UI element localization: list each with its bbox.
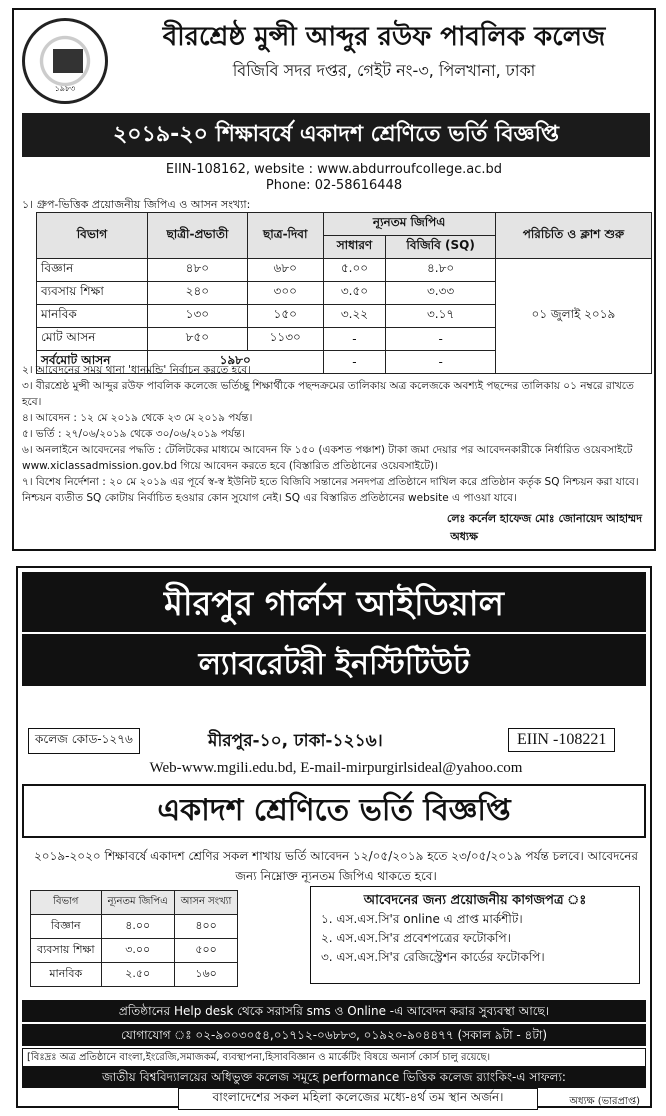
ranking-bar: জাতীয় বিশ্ববিদ্যালয়ের অধিভুক্ত কলেজ সমূহে performance ভিত্তিক কলেজ র‍্যাংকিং-এ সাফল্য: xyxy=(22,1066,646,1088)
cell-bgb: ৩.৩৩ xyxy=(386,282,495,305)
cell-bgb: - xyxy=(386,328,495,351)
contact-bar: যোগাযোগ ঃ ০২-৯০০৩০৫৪,০১৭১২-০৬৮৮৩, ০১৯২০-৯০৪৪৭৭ (সকাল ৯টা - ৪টা) xyxy=(22,1024,646,1046)
th-intro: পরিচিতি ও ক্লাশ শুরু xyxy=(495,213,651,259)
cell-bgb: ৪.৮০ xyxy=(386,259,495,282)
cell-bgb: ৩.১৭ xyxy=(386,305,495,328)
th-dept: বিভাগ xyxy=(31,891,102,915)
cell-dept: মানবিক xyxy=(31,963,102,987)
ad1-header xyxy=(14,10,654,112)
th-bgb: বিজিবি (SQ) xyxy=(386,236,495,259)
cell-seats: ৪০০ xyxy=(174,915,238,939)
th-girls: ছাত্রী-প্রভাতী xyxy=(147,213,247,259)
eiin-website: EIIN-108162, website : www.abdurroufcollege.ac.bd xyxy=(165,162,503,177)
admission-banner: ২০১৯-২০ শিক্ষাবর্ষে একাদশ শ্রেণিতে ভর্তি বিজ্ঞপ্তি xyxy=(22,113,650,157)
cell-class-start: ০১ জুলাই ২০১৯ xyxy=(495,259,651,374)
th-gpa: ন্যূনতম জিপিএ xyxy=(101,891,174,915)
cell-gpa: ২.৫০ xyxy=(101,963,174,987)
note-item: ৫। ভর্তি : ২৭/০৬/২০১৯ থেকে ৩০/০৬/২০১৯ পর্যন্ত। xyxy=(22,428,245,440)
ad-mirpur-girls-ideal xyxy=(16,566,652,1108)
cell-girls: ৪৮০ xyxy=(147,259,247,282)
footer-note: [বিঃদ্রঃ অত্র প্রতিষ্ঠানে বাংলা,ইংরেজি,সমাজকর্ম, ব্যবস্থাপনা,হিসাববিজ্ঞান ও মার্কেটিং বিষয়ে অনার্স কোর্স চালু রয়েছে। xyxy=(22,1048,646,1069)
admission-info: ২০১৯-২০২০ শিক্ষাবর্ষে একাদশ শ্রেণির সকল শাখায় ভর্তি আবেদন ১২/০৫/২০১৯ হতে ২৩/০৫/২০১৯ পর্যন্ত চলবে। আবেদনের জন্য নিম্নোক্ত ন্যূনতম জিপিএ থাকতে হবে। xyxy=(33,849,639,883)
th-boys: ছাত্র-দিবা xyxy=(247,213,323,259)
eiin-box: EIIN -108221 xyxy=(508,728,615,752)
cell-seats: ৫০০ xyxy=(174,939,238,963)
signer-name: লেঃ কর্নেল হাফেজ মোঃ জোনায়েদ আহাম্মদ xyxy=(446,512,642,525)
web-email: Web-www.mgili.edu.bd, E-mail-mirpurgirlsideal@yahoo.com xyxy=(149,760,523,776)
cell-girls: ২৪০ xyxy=(147,282,247,305)
notes-list xyxy=(22,362,652,506)
th-general: সাধারণ xyxy=(323,236,386,259)
cell-seats: ১৬০ xyxy=(174,963,238,987)
cell-dept: ব্যবসায় শিক্ষা xyxy=(37,282,148,305)
cell-general: - xyxy=(323,328,386,351)
signer-title: অধ্যক্ষ xyxy=(450,530,478,543)
cell-grand-bgb: - xyxy=(386,351,495,374)
college-code: কলেজ কোড-১২৭৬ xyxy=(28,728,140,754)
ranking-result: বাংলাদেশের সকল মহিলা কলেজের মধ্যে-৪র্থ তম স্থান অর্জন। xyxy=(178,1088,538,1110)
table-row xyxy=(31,963,238,987)
note-item: ৭। বিশেষ নির্দেশনা : ২০ মে ২০১৯ এর পূর্বে স্ব-স্ব ইউনিট হতে বিজিবি সন্তানের সনদপত্র প্রতিষ্ঠানে দাখিল করে প্রতিষ্ঠান কর্তৃক SQ নিশ্চয়ন করা যাবে। নিশ্চয়ন ব্যতীত SQ কোটায় নির্বাচিত হওয়ার কোন সুযোগ নেই। SQ এর বিস্তারিত প্রতিষ্ঠানের website এ পাওয়া যাবে। xyxy=(22,476,639,504)
cell-dept: ব্যবসায় শিক্ষা xyxy=(31,939,102,963)
cell-dept: বিজ্ঞান xyxy=(31,915,102,939)
gpa-seat-table xyxy=(30,890,238,987)
table-row xyxy=(31,939,238,963)
helpdesk-bar: প্রতিষ্ঠানের Help desk থেকে সরাসরি sms ও Online -এ আবেদন করার সুব্যবস্থা আছে। xyxy=(22,1000,646,1022)
note-item: ৩। বীরশ্রেষ্ঠ মুন্সী আব্দুর রউফ পাবলিক কলেজে ভর্তিচ্ছু শিক্ষার্থীকে পছন্দক্রমের তালিকায় অত্র কলেজকে অবশ্যই পছন্দের তালিকায় ০১ নম্বরে রাখতে হবে। xyxy=(22,380,634,408)
table-row xyxy=(37,259,652,282)
doc-item: ২. এস.এস.সি'র প্রবেশপত্রের ফটোকপি। xyxy=(321,931,511,945)
doc-item: ১. এস.এস.সি'র online এ প্রাপ্ত মার্কশীট। xyxy=(321,912,523,926)
seal-emblem xyxy=(53,49,83,73)
seat-gpa-table xyxy=(36,212,652,374)
college-name: বীরশ্রেষ্ঠ মুন্সী আব্দুর রউফ পাবলিক কলেজ xyxy=(162,22,606,52)
cell-dept: মোট আসন xyxy=(37,328,148,351)
cell-girls: ৮৫০ xyxy=(147,328,247,351)
institute-name-line1: মীরপুর গার্লস আইডিয়াল xyxy=(163,584,505,624)
cell-general: ৩.২২ xyxy=(323,305,386,328)
cell-grand-general: - xyxy=(323,351,386,374)
cell-general: ৫.০০ xyxy=(323,259,386,282)
cell-dept: মানবিক xyxy=(37,305,148,328)
note-item: ৪। আবেদন : ১২ মে ২০১৯ থেকে ২৩ মে ২০১৯ পর্যন্ত। xyxy=(22,412,253,424)
cell-general: ৩.৫০ xyxy=(323,282,386,305)
cell-boys: ৩০০ xyxy=(247,282,323,305)
cell-dept: বিজ্ঞান xyxy=(37,259,148,282)
cell-grand-label: সর্বমোট আসন xyxy=(37,351,148,374)
required-docs-box xyxy=(310,886,640,984)
point-1: ১। গ্রুপ-ভিত্তিক প্রয়োজনীয় জিপিএ ও আসন সংখ্যা: xyxy=(22,198,251,211)
cell-grand-value: ১৯৮০ xyxy=(147,351,323,374)
note-item: ২। আবেদনের সময় থানা 'ধানমন্ডি' নির্বাচন করতে হবে। xyxy=(22,364,251,376)
cell-gpa: ৩.০০ xyxy=(101,939,174,963)
institute-name-line2: ল্যাবরেটরী ইনস্টিটিউট xyxy=(198,647,470,682)
cell-boys: ১১৩০ xyxy=(247,328,323,351)
th-dept: বিভাগ xyxy=(37,213,148,259)
college-seal-logo xyxy=(22,18,108,104)
cell-boys: ১৫০ xyxy=(247,305,323,328)
cell-girls: ১৩০ xyxy=(147,305,247,328)
note-item: ৬। অনলাইনে আবেদনের পদ্ধতি : টেলিটকের মাধ্যমে আবেদন ফি ১৫০ (একশত পঞ্চাশ) টাকা জমা দেয়ার পর আবেদনকারীকে নির্ধারিত ওয়েবসাইটে www.xiclassadmission.gov.bd গিয়ে আবেদন করতে হবে (বিস্তারিত প্রতিষ্ঠানের ওয়েবসাইটে)। xyxy=(22,444,633,472)
th-seats: আসন সংখ্যা xyxy=(174,891,238,915)
cell-gpa: ৪.০০ xyxy=(101,915,174,939)
college-address: বিজিবি সদর দপ্তর, গেইট নং-৩, পিলখানা, ঢাকা xyxy=(232,61,536,80)
doc-item: ৩. এস.এস.সি'র রেজিস্ট্রেশন কার্ডের ফটোকপি। xyxy=(321,950,545,964)
seal-year: ১৯৮৩ xyxy=(54,84,76,93)
th-min-gpa: ন্যূনতম জিপিএ xyxy=(323,213,495,236)
phone-line: Phone: 02-58616448 xyxy=(265,178,403,193)
ad-abdur-rouf-college xyxy=(12,8,656,551)
table-row xyxy=(31,915,238,939)
institute-address: মীরপুর-১০, ঢাকা-১২১৬। xyxy=(208,731,383,751)
admission-banner-2: একাদশ শ্রেণিতে ভর্তি বিজ্ঞপ্তি xyxy=(22,784,646,838)
cell-boys: ৬৮০ xyxy=(247,259,323,282)
signer-2: অধ্যক্ষ (ভারপ্রাপ্ত) xyxy=(569,1096,640,1107)
docs-title: আবেদনের জন্য প্রয়োজনীয় কাগজপত্র ঃ xyxy=(363,893,587,908)
